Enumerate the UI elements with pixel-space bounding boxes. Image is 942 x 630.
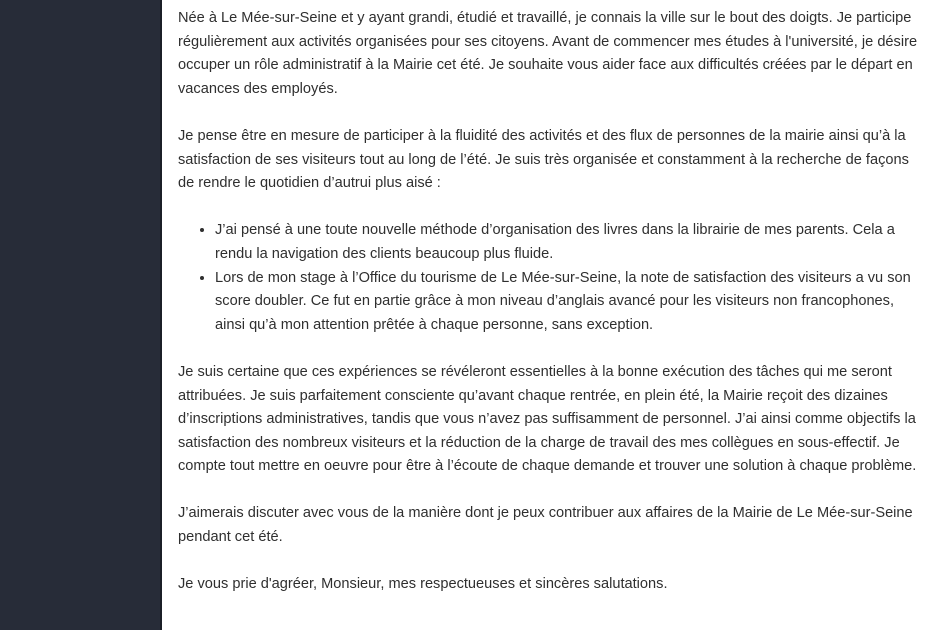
paragraph-intro: Née à Le Mée-sur-Seine et y ayant grandi, étudié et travaillé, je connais la ville sur le bout des doigts. Je participe régulièrement aux activités organisées pour ses citoyens. Avant de commencer mes études à l'université, je désire occuper un rôle administratif à la Mairie cet été. Je souhaite vous aider face aux difficultés créées par le départ en vacances des employés. xyxy=(178,10,918,97)
experience-list xyxy=(178,219,920,337)
paragraph-closing: Je vous prie d'agréer, Monsieur, mes respectueuses et sincères salutations. xyxy=(178,576,668,593)
list-item: • Lors de mon stage à l’Office du tourisme de Le Mée-sur-Seine, la note de satisfaction des visiteurs a vu son score doubler. Ce fut en partie grâce à mon niveau d’anglais avancé pour les visiteurs non francophones, ainsi qu’à mon attention prêtée à chaque personne, sans exception. xyxy=(215,267,920,338)
letter-body xyxy=(178,7,920,620)
sidebar-divider xyxy=(160,0,162,630)
paragraph-motivation: Je pense être en mesure de participer à la fluidité des activités et des flux de personnes de la mairie ainsi qu’à la satisfaction de ses visiteurs tout au long de l’été. Je suis très organisée et constamment à la recherche de façons de rendre le quotidien d’autrui plus aisé : xyxy=(178,127,909,192)
paragraph-objectives: Je suis certaine que ces expériences se révéleront essentielles à la bonne exécution des tâches qui me seront attribuées. Je suis parfaitement consciente qu’avant chaque rentrée, en plein été, la Mairie reçoit des dizaines d’inscriptions administratives, tandis que vous n’avez pas suffisamment de personnel. J’ai ainsi comme objectifs la satisfaction des nombreux visiteurs et la réduction de la charge de travail des mes collègues en sous-effectif. Je compte tout mettre en oeuvre pour être à l’écoute de chaque demande et trouver une solution à chaque problème. xyxy=(178,363,917,475)
list-item: • J’ai pensé à une toute nouvelle méthode d’organisation des livres dans la librairie de mes parents. Cela a rendu la navigation des clients beaucoup plus fluide. xyxy=(215,219,920,266)
paragraph-discussion: J’aimerais discuter avec vous de la manière dont je peux contribuer aux affaires de la Mairie de Le Mée-sur-Seine pendant cet été. xyxy=(178,505,913,546)
sidebar xyxy=(0,0,160,630)
